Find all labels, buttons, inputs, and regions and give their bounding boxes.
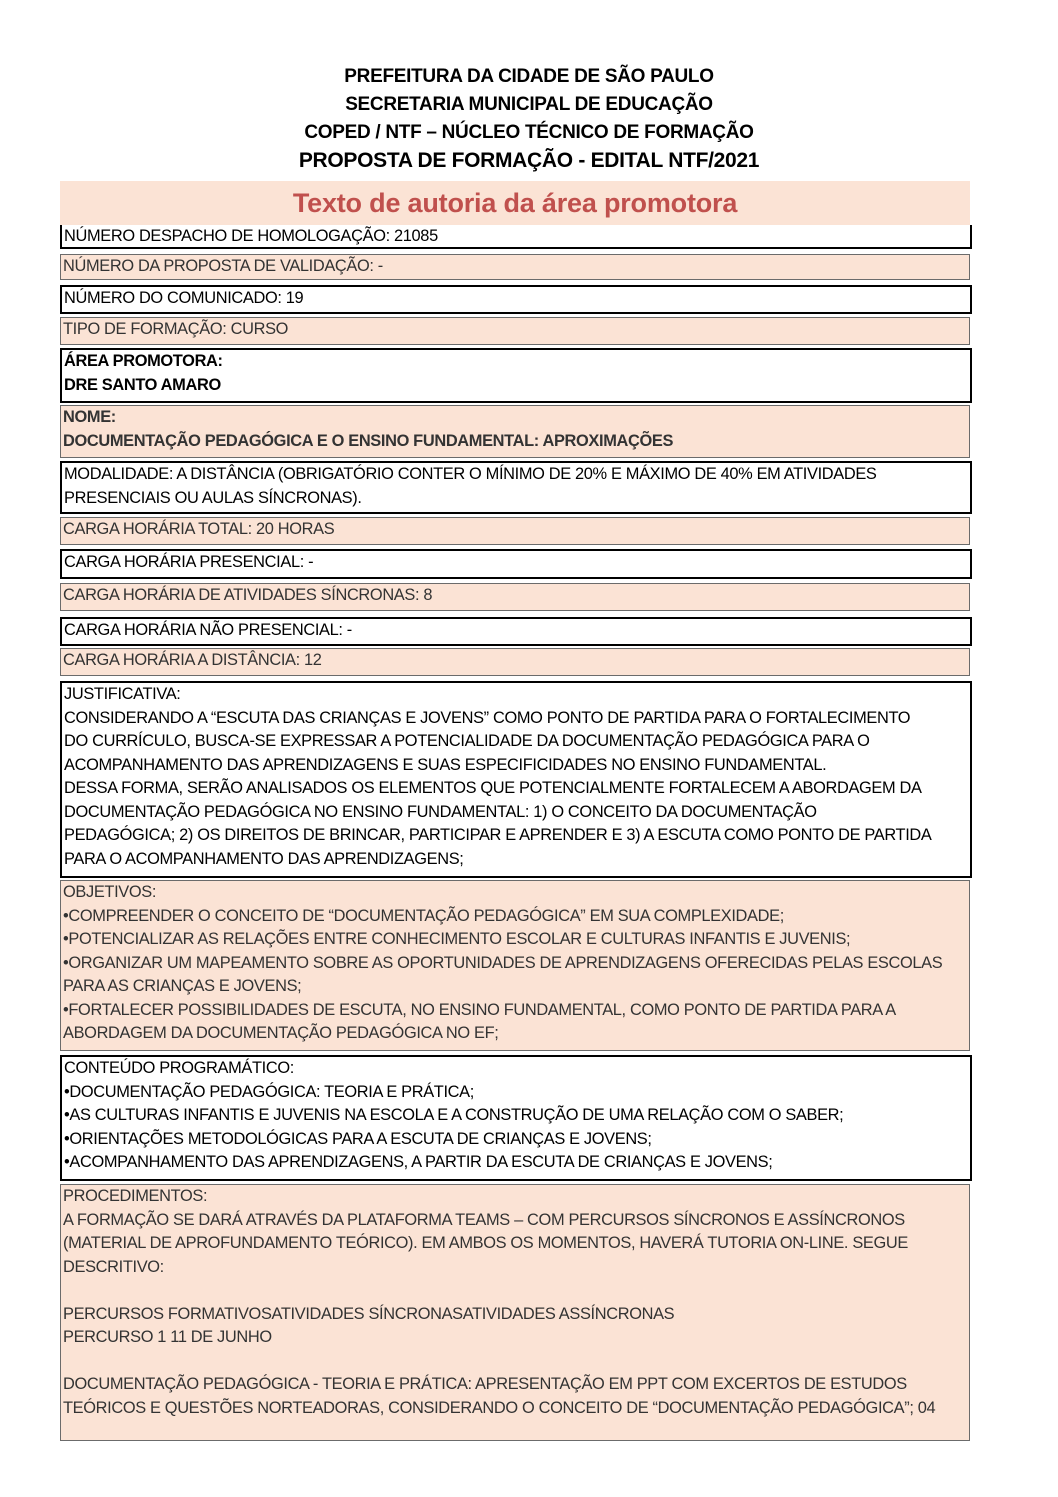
justificativa-line: DOCUMENTAÇÃO PEDAGÓGICA NO ENSINO FUNDAMENTAL: 1) O CONCEITO DA DOCUMENTAÇÃO xyxy=(64,802,817,821)
section-justificativa xyxy=(60,681,972,878)
procedimentos-line: TEÓRICOS E QUESTÕES NORTEADORAS, CONSIDERANDO O CONCEITO DE “DOCUMENTAÇÃO PEDAGÓGICA”; 04 xyxy=(63,1398,936,1417)
carga-nao-presencial-text: CARGA HORÁRIA NÃO PRESENCIAL: - xyxy=(64,621,352,639)
objetivos-line: •ORGANIZAR UM MAPEAMENTO SOBRE AS OPORTUNIDADES DE APRENDIZAGENS OFERECIDAS PELAS ESCOLAS xyxy=(63,953,943,972)
area-label: ÁREA PROMOTORA: xyxy=(64,352,223,370)
field-carga-nao-presencial xyxy=(60,617,972,646)
procedimentos-line: PERCURSOS FORMATIVOSATIVIDADES SÍNCRONASATIVIDADES ASSÍNCRONAS xyxy=(63,1304,675,1323)
field-validacao xyxy=(60,254,970,280)
section-conteudo-programatico xyxy=(60,1055,972,1181)
justificativa-line: DESSA FORMA, SERÃO ANALISADOS OS ELEMENTOS QUE POTENCIALMENTE FORTALECEM A ABORDAGEM DA xyxy=(64,779,922,797)
modalidade-line-1: MODALIDADE: A DISTÂNCIA (OBRIGATÓRIO CONTER O MÍNIMO DE 20% E MÁXIMO DE 40% EM ATIVIDADES xyxy=(64,465,877,483)
objetivos-line: •COMPREENDER O CONCEITO DE “DOCUMENTAÇÃO PEDAGÓGICA” EM SUA COMPLEXIDADE; xyxy=(63,906,784,925)
procedimentos-line xyxy=(63,1350,969,1374)
objetivos-line: •FORTALECER POSSIBILIDADES DE ESCUTA, NO ENSINO FUNDAMENTAL, COMO PONTO DE PARTIDA PARA A xyxy=(63,1000,896,1019)
conteudo-line: •ORIENTAÇÕES METODOLÓGICAS PARA A ESCUTA DE CRIANÇAS E JOVENS; xyxy=(64,1129,652,1148)
field-carga-total xyxy=(60,517,970,545)
justificativa-line: DO CURRÍCULO, BUSCA-SE EXPRESSAR A POTENCIALIDADE DA DOCUMENTAÇÃO PEDAGÓGICA PARA O xyxy=(64,732,870,750)
objetivos-line: •POTENCIALIZAR AS RELAÇÕES ENTRE CONHECIMENTO ESCOLAR E CULTURAS INFANTIS E JUVENIS; xyxy=(63,930,851,948)
field-tipo xyxy=(60,317,970,345)
carga-sincronas-text: CARGA HORÁRIA DE ATIVIDADES SÍNCRONAS: 8 xyxy=(63,586,433,604)
header-line-1: PREFEITURA DA CIDADE DE SÃO PAULO xyxy=(344,66,714,87)
header-line-2: SECRETARIA MUNICIPAL DE EDUCAÇÃO xyxy=(345,94,713,115)
field-modalidade xyxy=(60,461,972,514)
modalidade-line-2: PRESENCIAIS OU AULAS SÍNCRONAS). xyxy=(64,488,362,507)
area-value: DRE SANTO AMARO xyxy=(64,375,221,394)
section-procedimentos xyxy=(60,1184,970,1441)
conteudo-line: •AS CULTURAS INFANTIS E JUVENIS NA ESCOLA E A CONSTRUÇÃO DE UMA RELAÇÃO COM O SABER; xyxy=(64,1106,844,1124)
field-carga-presencial xyxy=(60,549,972,579)
field-comunicado xyxy=(60,285,972,314)
carga-presencial-text: CARGA HORÁRIA PRESENCIAL: - xyxy=(64,553,314,571)
field-comunicado-text: NÚMERO DO COMUNICADO: 19 xyxy=(64,289,304,307)
document-header xyxy=(0,63,1058,175)
justificativa-line: CONSIDERANDO A “ESCUTA DAS CRIANÇAS E JOVENS” COMO PONTO DE PARTIDA PARA O FORTALECIMENTO xyxy=(64,708,911,727)
justificativa-line: JUSTIFICATIVA: xyxy=(64,685,181,703)
header-line-4: PROPOSTA DE FORMAÇÃO - EDITAL NTF/2021 xyxy=(298,149,760,172)
field-nome xyxy=(60,405,970,458)
procedimentos-line xyxy=(63,1279,969,1303)
field-carga-distancia xyxy=(60,648,970,676)
justificativa-line: PEDAGÓGICA; 2) OS DIREITOS DE BRINCAR, PARTICIPAR E APRENDER E 3) A ESCUTA COMO PONTO DE PARTIDA xyxy=(64,826,932,844)
nome-label: NOME: xyxy=(63,408,116,426)
header-line-3: COPED / NTF – NÚCLEO TÉCNICO DE FORMAÇÃO xyxy=(304,122,754,143)
procedimentos-line: PROCEDIMENTOS: xyxy=(63,1187,208,1205)
procedimentos-line: (MATERIAL DE APROFUNDAMENTO TEÓRICO). EM AMBOS OS MOMENTOS, HAVERÁ TUTORIA ON-LINE. SEGUE xyxy=(63,1234,908,1252)
field-tipo-text: TIPO DE FORMAÇÃO: CURSO xyxy=(63,320,289,338)
field-area-promotora xyxy=(60,348,972,403)
procedimentos-line: PERCURSO 1 11 DE JUNHO xyxy=(63,1328,272,1346)
justificativa-line: ACOMPANHAMENTO DAS APRENDIZAGENS E SUAS ESPECIFICIDADES NO ENSINO FUNDAMENTAL. xyxy=(64,755,827,774)
section-objetivos xyxy=(60,880,970,1051)
carga-total-text: CARGA HORÁRIA TOTAL: 20 HORAS xyxy=(63,520,335,538)
authorship-banner: Texto de autoria da área promotora xyxy=(60,181,970,225)
procedimentos-line: DESCRITIVO: xyxy=(63,1257,164,1276)
nome-value: DOCUMENTAÇÃO PEDAGÓGICA E O ENSINO FUNDAMENTAL: APROXIMAÇÕES xyxy=(63,431,674,450)
conteudo-line: •ACOMPANHAMENTO DAS APRENDIZAGENS, A PARTIR DA ESCUTA DE CRIANÇAS E JOVENS; xyxy=(64,1153,773,1171)
conteudo-line: CONTEÚDO PROGRAMÁTICO: xyxy=(64,1059,294,1077)
field-despacho xyxy=(60,225,972,249)
conteudo-line: •DOCUMENTAÇÃO PEDAGÓGICA: TEORIA E PRÁTICA; xyxy=(64,1082,474,1101)
objetivos-line: PARA AS CRIANÇAS E JOVENS; xyxy=(63,977,302,995)
justificativa-line: PARA O ACOMPANHAMENTO DAS APRENDIZAGENS; xyxy=(64,849,464,868)
procedimentos-line: DOCUMENTAÇÃO PEDAGÓGICA - TEORIA E PRÁTICA: APRESENTAÇÃO EM PPT COM EXCERTOS DE ESTUDOS xyxy=(63,1375,907,1393)
objetivos-line: OBJETIVOS: xyxy=(63,883,157,901)
field-validacao-text: NÚMERO DA PROPOSTA DE VALIDAÇÃO: - xyxy=(63,257,383,275)
field-despacho-text: NÚMERO DESPACHO DE HOMOLOGAÇÃO: 21085 xyxy=(64,227,438,245)
field-carga-sincronas xyxy=(60,583,970,611)
carga-distancia-text: CARGA HORÁRIA A DISTÂNCIA: 12 xyxy=(63,651,322,669)
objetivos-line: ABORDAGEM DA DOCUMENTAÇÃO PEDAGÓGICA NO EF; xyxy=(63,1024,499,1042)
procedimentos-line: A FORMAÇÃO SE DARÁ ATRAVÉS DA PLATAFORMA TEAMS – COM PERCURSOS SÍNCRONOS E ASSÍNCRONOS xyxy=(63,1210,905,1229)
